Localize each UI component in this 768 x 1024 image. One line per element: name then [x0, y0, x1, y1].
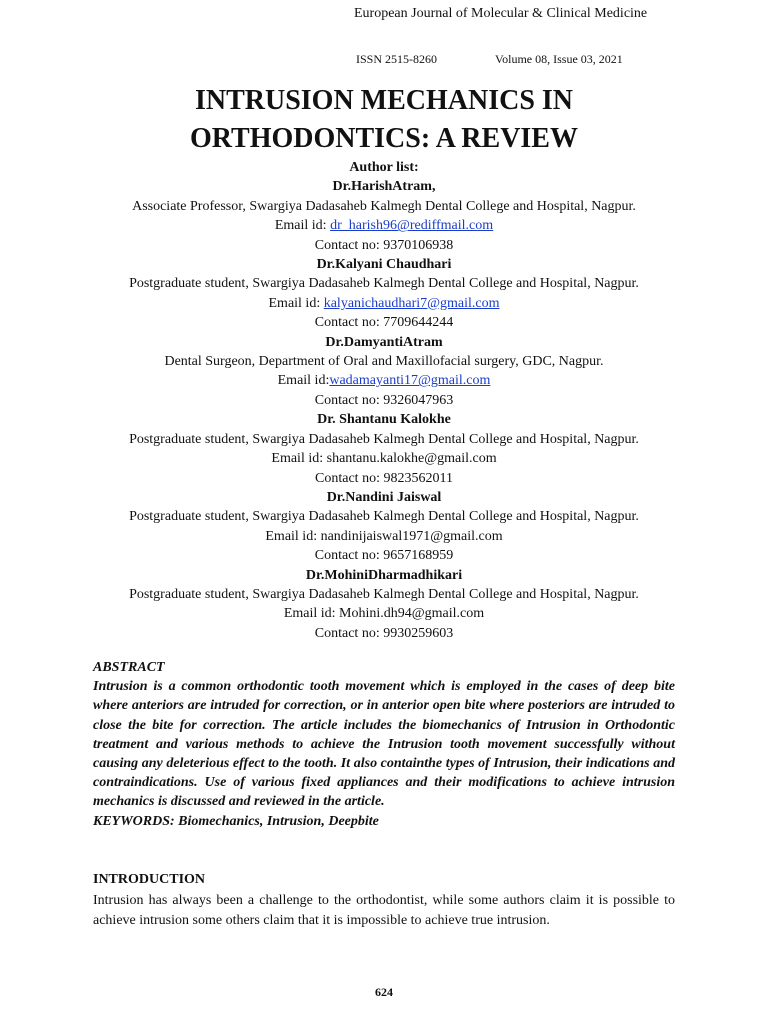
author-contact: Contact no: 7709644244: [314, 315, 454, 331]
page-number: 624: [375, 985, 393, 999]
email-label: Email id:: [268, 295, 324, 311]
author-name: Dr.HarishAtram,: [332, 179, 436, 195]
author-affiliation: Associate Professor, Swargiya Dadasaheb Kalmegh Dental College and Hospital, Nagpur.: [132, 198, 636, 214]
author-name: Dr.MohiniDharmadhikari: [305, 567, 463, 583]
author-email: Email id: shantanu.kalokhe@gmail.com: [271, 451, 497, 467]
paper-title: [0, 82, 768, 158]
email-label: Email id:: [277, 373, 330, 389]
title-line-1: INTRUSION MECHANICS IN: [194, 85, 574, 116]
author-contact: Contact no: 9326047963: [314, 392, 454, 408]
author-affiliation: Postgraduate student, Swargiya Dadasaheb Kalmegh Dental College and Hospital, Nagpur.: [129, 276, 639, 292]
author-email: [0, 216, 768, 235]
introduction-body: Intrusion has always been a challenge to the orthodontist, while some authors claim it is possible to achieve intrusion some others claim that it is impossible to achieve true intrusion.: [93, 893, 675, 928]
author-list: [0, 158, 768, 643]
author-list-label: Author list:: [349, 160, 419, 175]
author-email: [0, 371, 768, 390]
author-contact: Contact no: 9370106938: [314, 237, 454, 253]
email-link[interactable]: dr_harish96@rediffmail.com: [330, 218, 494, 234]
issue-meta: [356, 52, 623, 67]
author-email: Email id: Mohini.dh94@gmail.com: [283, 606, 485, 622]
author-affiliation: Postgraduate student, Swargiya Dadasaheb Kalmegh Dental College and Hospital, Nagpur.: [129, 586, 639, 602]
email-label: Email id:: [274, 218, 331, 234]
author-affiliation: Postgraduate student, Swargiya Dadasaheb Kalmegh Dental College and Hospital, Nagpur.: [129, 431, 639, 447]
email-link[interactable]: kalyanichaudhari7@gmail.com: [323, 295, 500, 311]
author-affiliation: Dental Surgeon, Department of Oral and Maxillofacial surgery, GDC, Nagpur.: [164, 354, 604, 370]
keywords: KEYWORDS: Biomechanics, Intrusion, Deepbite: [93, 813, 379, 829]
volume-issue: Volume 08, Issue 03, 2021: [495, 52, 623, 66]
author-email: Email id: nandinijaiswal1971@gmail.com: [265, 528, 503, 544]
abstract-heading: ABSTRACT: [93, 660, 165, 675]
journal-name: European Journal of Molecular & Clinical Medicine: [354, 6, 648, 21]
author-name: Dr. Shantanu Kalokhe: [317, 412, 451, 428]
title-line-2: ORTHODONTICS: A REVIEW: [190, 123, 578, 154]
author-name: Dr.DamyantiAtram: [325, 334, 443, 350]
author-contact: Contact no: 9930259603: [314, 625, 454, 641]
author-contact: Contact no: 9823562011: [315, 470, 453, 486]
author-email: [0, 294, 768, 313]
author-name: Dr.Nandini Jaiswal: [326, 489, 442, 505]
author-affiliation: Postgraduate student, Swargiya Dadasaheb Kalmegh Dental College and Hospital, Nagpur.: [129, 509, 639, 525]
introduction-heading: INTRODUCTION: [93, 872, 206, 887]
email-link[interactable]: wadamayanti17@gmail.com: [329, 373, 491, 389]
author-contact: Contact no: 9657168959: [314, 548, 454, 564]
author-name: Dr.Kalyani Chaudhari: [316, 257, 452, 273]
issn: ISSN 2515-8260: [356, 52, 438, 66]
abstract-body: Intrusion is a common orthodontic tooth movement which is employed in the cases of deep bite where anteriors are intruded for correction, or in anterior open bite where posteriors are intruded to close the bite for correction. The article includes the biomechanics of Intrusion in Orthodontic treatment and various methods to achieve the Intrusion tooth movement successfully without causing any deleterious effect to the tooth. It also containthe types of Intrusion, their indications and contraindications. Use of various fixed appliances and their modifications to achieve intrusion mechanics is discussed and reviewed in the article.: [93, 679, 675, 810]
abstract-section: [93, 658, 675, 831]
